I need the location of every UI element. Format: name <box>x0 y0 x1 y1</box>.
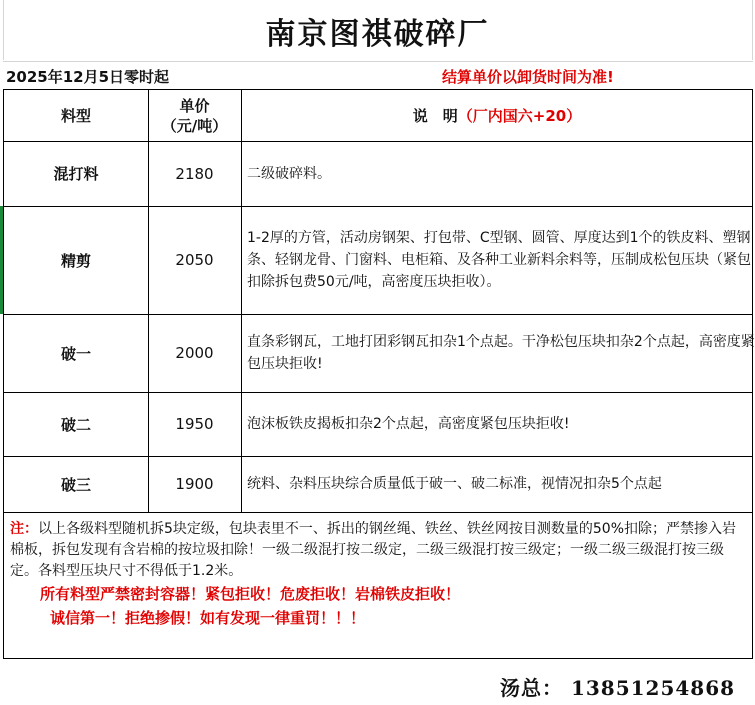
header-desc <box>241 90 753 141</box>
settlement-note: 结算单价以卸货时间为准! <box>442 68 614 86</box>
row-price: 2000 <box>175 344 214 362</box>
selection-marker <box>0 206 3 314</box>
row-type: 精剪 <box>60 251 91 270</box>
header-desc-note: （厂内国六+20） <box>457 107 582 125</box>
effective-date: 2025年12月5日零时起 <box>6 68 170 86</box>
notes-text <box>10 519 748 582</box>
header-price-line2: （元/吨） <box>161 116 228 135</box>
row-desc: 泡沫板铁皮揭板扣杂2个点起，高密度紧包压块拒收! <box>247 416 570 432</box>
header-type: 料型 <box>60 107 91 125</box>
header-price-line1: 单价 <box>179 96 210 115</box>
contact-phone: 汤总： 13851254868 <box>500 676 736 700</box>
row-price: 2050 <box>175 251 214 269</box>
notes-box <box>3 513 753 659</box>
row-price: 2180 <box>175 164 214 183</box>
warning-line-2: 诚信第一！拒绝掺假！如有发现一律重罚！！！ <box>50 609 366 627</box>
row-price: 1950 <box>175 415 214 433</box>
notes-label: 注： <box>10 521 38 537</box>
row-price: 1900 <box>175 475 214 493</box>
row-type: 混打料 <box>53 165 99 183</box>
row-desc: 二级破碎料。 <box>247 165 331 182</box>
row-desc: 1-2厚的方管，活动房钢架、打包带、C型钢、圆管、厚度达到1个的铁皮料、塑钢条、轻钢龙骨、门窗料、电柜箱、及各种工业新料余料等，压制成松包压块（紧包扣除拆包费50元/吨，高密度压块拒收）。 <box>247 230 751 290</box>
header-desc-label: 说 明 <box>412 107 458 125</box>
price-table <box>3 89 753 513</box>
row-desc: 直条彩钢瓦，工地打团彩钢瓦扣杂1个点起。干净松包压块扣杂2个点起，高密度紧包压块拒收! <box>247 334 755 372</box>
notes-body: 以上各级料型随机拆5块定级，包块表里不一、拆出的钢丝绳、铁丝、铁丝网按目测数量的50%扣除；严禁掺入岩棉板，拆包发现有含岩棉的按垃圾扣除！一级二级混打按二级定，二级三级混打按三级定；一级二级三级混打按三级定。各料型压块尺寸不得低于1.2米。 <box>10 521 737 579</box>
warning-line-1: 所有料型严禁密封容器！紧包拒收！危废拒收！岩棉铁皮拒收！ <box>40 585 461 603</box>
row-type: 破二 <box>60 415 91 434</box>
row-type: 破一 <box>60 344 91 363</box>
row-type: 破三 <box>60 475 91 494</box>
page-title: 南京图祺破碎厂 <box>265 17 490 52</box>
row-desc: 统料、杂料压块综合质量低于破一、破二标准，视情况扣杂5个点起 <box>247 476 662 492</box>
header-price <box>148 90 241 141</box>
